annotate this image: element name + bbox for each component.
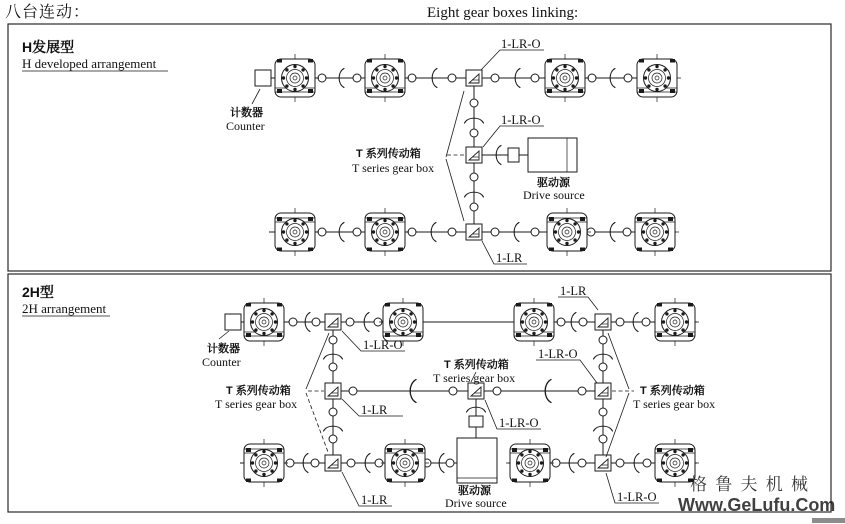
t-gearbox-label-cn: T 系列传动箱 [356, 148, 421, 160]
coupling-icon [493, 387, 501, 395]
coupling-icon [491, 228, 499, 236]
coupling-icon [312, 318, 320, 326]
coupling-icon [624, 74, 632, 82]
gearbox-icon [541, 54, 589, 102]
t-gearbox-label-cn: T 系列传动箱 [226, 385, 291, 397]
coupling-icon [531, 228, 539, 236]
drive-source-box [528, 138, 577, 172]
coupling-icon [318, 74, 326, 82]
gearbox-icon [651, 298, 699, 346]
drive-source-label-cn: 驱动源 [458, 485, 491, 497]
label-1-lr-o: 1-LR-O [538, 347, 578, 361]
t-gearbox-icon [466, 70, 482, 86]
drive-source-label-cn: 驱动源 [537, 177, 570, 189]
t-gearbox-label-cn: T 系列传动箱 [444, 359, 509, 371]
coupling-icon [449, 387, 457, 395]
coupling-icon [470, 129, 478, 137]
label-1-lr: 1-LR [361, 403, 388, 417]
coupling-icon [579, 318, 587, 326]
coupling-icon [557, 318, 565, 326]
gearbox-icon [506, 439, 554, 487]
coupling-icon [289, 318, 297, 326]
coupling-icon [470, 203, 478, 211]
label-1-lr-o: 1-LR-O [363, 338, 403, 352]
counter-leader [252, 89, 260, 104]
panel2-title-cn: 2H型 [22, 284, 54, 300]
coupling-icon [599, 435, 607, 443]
t-gearbox-icon [325, 383, 341, 399]
t-gearbox-label-en: T series gear box [352, 161, 435, 175]
coupling-icon [470, 99, 478, 107]
t-gearbox-icon [595, 455, 611, 471]
coupling-icon [408, 74, 416, 82]
t-gearbox-label-en: T series gear box [215, 397, 298, 411]
coupling-icon [329, 408, 337, 416]
coupling-icon [448, 228, 456, 236]
t-gearbox-icon [466, 147, 482, 163]
t-gearbox-icon [595, 383, 611, 399]
watermark-line1: 格 鲁 夫 机 械 [690, 475, 810, 494]
gearbox-icon [543, 208, 591, 256]
t-gearbox-label-en: T series gear box [633, 397, 716, 411]
counter-label-en: Counter [226, 119, 265, 133]
coupling-icon [588, 74, 596, 82]
drive-source-label-en: Drive source [523, 188, 585, 202]
t-gearbox-icon [325, 314, 341, 330]
coupling-icon [353, 228, 361, 236]
coupling-icon [642, 318, 650, 326]
counter-label-en: Counter [202, 355, 241, 369]
label-1-lr: 1-LR [361, 493, 388, 507]
coupling-icon [623, 228, 631, 236]
coupling-icon [491, 74, 499, 82]
panel-2h-content [22, 284, 715, 510]
corner-gray-bar [812, 518, 845, 523]
label-1-lr-o: 1-LR-O [499, 416, 539, 430]
gearbox-icon [271, 54, 319, 102]
panel1-title-en: H developed arrangement [22, 56, 157, 71]
t-gearbox-label-cn: T 系列传动箱 [640, 385, 705, 397]
gearbox-icon [361, 54, 409, 102]
coupling-icon [329, 336, 337, 344]
coupling-icon [448, 74, 456, 82]
t-gearbox-icon [595, 314, 611, 330]
coupling-icon [311, 459, 319, 467]
shaft-coupling-block [508, 148, 519, 162]
gearbox-icon [381, 439, 429, 487]
coupling-icon [446, 459, 454, 467]
shaft-coupling-block [469, 416, 483, 427]
coupling-icon [599, 408, 607, 416]
label-1-lr-o: 1-LR-O [501, 113, 541, 127]
t-gearbox-icon [468, 383, 484, 399]
drive-source-label-en: Drive source [445, 496, 507, 510]
coupling-icon [346, 318, 354, 326]
coupling-icon [470, 173, 478, 181]
coupling-icon [347, 459, 355, 467]
counter-box [255, 70, 271, 86]
gearbox-icon [631, 208, 679, 256]
gearbox-icon [240, 439, 288, 487]
gearbox-icon [633, 54, 681, 102]
coupling-icon [531, 74, 539, 82]
coupling-icon [349, 387, 357, 395]
coupling-icon [616, 459, 624, 467]
label-1-lr: 1-LR [560, 284, 587, 298]
t-gearbox-icon [466, 224, 482, 240]
panel2-title-en: 2H arrangement [22, 301, 107, 316]
coupling-icon [318, 228, 326, 236]
coupling-icon [599, 363, 607, 371]
coupling-icon [578, 459, 586, 467]
gearbox-icon [361, 208, 409, 256]
label-1-lr: 1-LR [496, 251, 523, 265]
watermark-line2: Www.GeLufu.Com [678, 495, 836, 515]
drive-source-box [457, 438, 497, 483]
panel1-title-cn: H发展型 [22, 39, 75, 55]
label-1-lr-o: 1-LR-O [501, 37, 541, 51]
counter-leader [219, 331, 229, 339]
t-gearbox-icon [325, 455, 341, 471]
counter-box [225, 314, 241, 330]
counter-label-cn: 计数器 [230, 107, 263, 119]
label-1-lr-o: 1-LR-O [617, 490, 657, 504]
watermark [678, 475, 835, 515]
coupling-icon [643, 459, 651, 467]
t-gearbox-label-en: T series gear box [433, 371, 516, 385]
coupling-icon [599, 336, 607, 344]
page-title-cn: 八台连动： [5, 4, 91, 21]
coupling-icon [329, 435, 337, 443]
coupling-icon [353, 74, 361, 82]
coupling-icon [616, 318, 624, 326]
gearbox-icon [510, 298, 558, 346]
counter-label-cn: 计数器 [207, 343, 240, 355]
coupling-icon [408, 228, 416, 236]
coupling-icon [329, 363, 337, 371]
gearbox-icon [271, 208, 319, 256]
coupling-icon [578, 387, 586, 395]
panel-h-developed-content [22, 37, 681, 265]
page-title-en: Eight gear boxes linking: [427, 5, 579, 21]
gearbox-icon [240, 298, 288, 346]
